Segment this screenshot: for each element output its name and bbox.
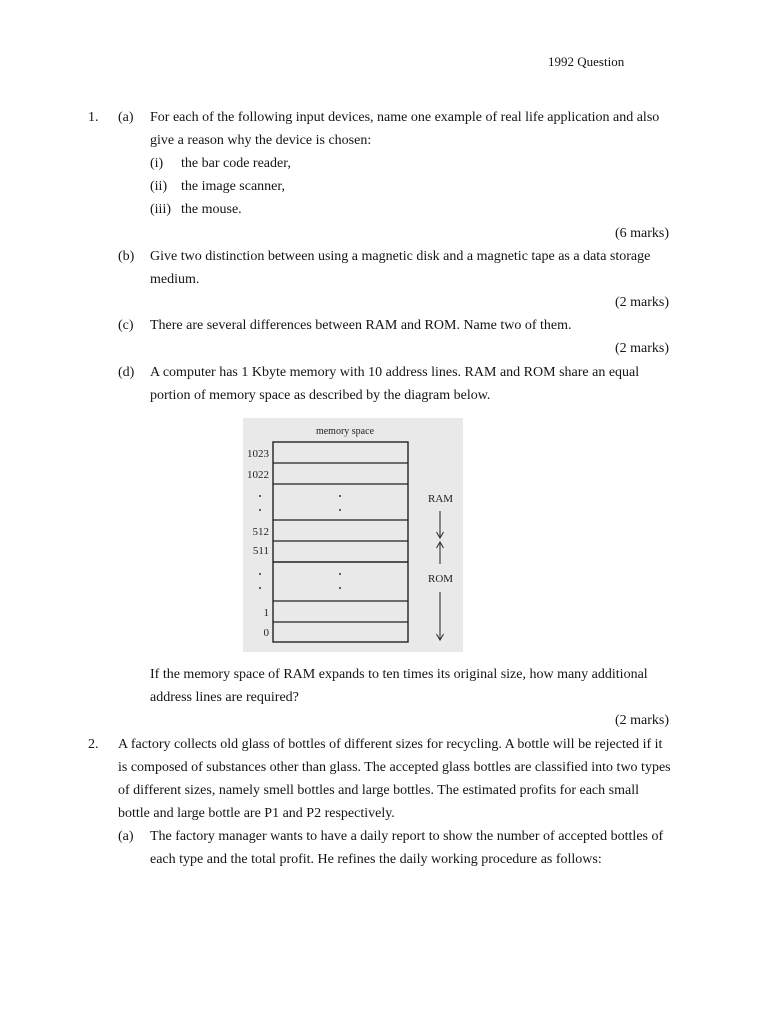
diagram-title: memory space [315,426,375,437]
q2-part-a-text-line: The factory manager wants to have a daily report to show the number of accepted bottles of [150,829,664,844]
rom-label: ROM [428,573,454,585]
q1-part-b-text-line: medium. [150,272,200,287]
q2-text-line: bottle and large bottle are P1 and P2 respectively. [118,806,395,821]
q1-part-b-marks: (2 marks) [614,295,669,310]
q1-part-d-text-line: portion of memory space as described by the diagram below. [150,388,491,403]
q2-text-line: of different sizes, namely smell bottles and large bottles. The estimated profits for each small [118,783,639,798]
question-2-number: 2. [88,737,99,752]
q2-part-a-label: (a) [118,829,134,844]
q1-part-a-text-line: For each of the following input devices, name one example of real life application and also [150,110,660,125]
address-label: 1022 [247,469,269,481]
address-label: 0 [263,627,269,639]
q1-a-item-text: the mouse. [181,202,242,217]
page-header-title: 1992 Question [548,54,625,69]
scan-background [243,418,463,652]
q2-part-a-text-line: each type and the total profit. He refines the daily working procedure as follows: [150,852,602,867]
address-label: 1 [263,607,269,619]
q1-a-item-label: (i) [150,156,164,171]
memory-space-diagram [243,418,463,652]
address-label: 512 [252,526,269,538]
address-label: 511 [252,545,269,557]
q1-part-d-label: (d) [118,365,135,380]
q2-text-line: is composed of substances other than glass. The accepted glass bottles are classified into two types [118,760,671,775]
q2-text-line: A factory collects old glass of bottles of different sizes for recycling. A bottle will be rejected if it [118,737,663,752]
q1-part-a-text-line: give a reason why the device is chosen: [150,133,372,148]
q1-part-c-text-line: There are several differences between RAM and ROM. Name two of them. [150,318,572,333]
q1-part-d-followup-line: If the memory space of RAM expands to ten times its original size, how many additional [150,667,648,682]
q1-part-c-marks: (2 marks) [614,341,669,356]
q1-part-b-text-line: Give two distinction between using a magnetic disk and a magnetic tape as a data storage [150,249,651,264]
memory-diagram-svg [243,418,463,652]
q1-part-d-followup-line: address lines are required? [150,690,299,705]
q1-a-item-label: (iii) [150,202,171,217]
address-label: 1023 [247,448,269,460]
q1-part-c-label: (c) [118,318,134,333]
q1-a-item-text: the image scanner, [181,179,286,194]
ram-label: RAM [428,493,454,505]
question-1-number: 1. [88,110,99,125]
q1-part-d-marks: (2 marks) [614,713,669,728]
q1-part-d-text-line: A computer has 1 Kbyte memory with 10 address lines. RAM and ROM share an equal [150,365,640,380]
q1-a-item-label: (ii) [150,179,168,194]
q1-part-a-marks: (6 marks) [614,226,669,241]
q1-part-b-label: (b) [118,249,135,264]
q1-a-item-text: the bar code reader, [181,156,291,171]
q1-part-a-label: (a) [118,110,134,125]
